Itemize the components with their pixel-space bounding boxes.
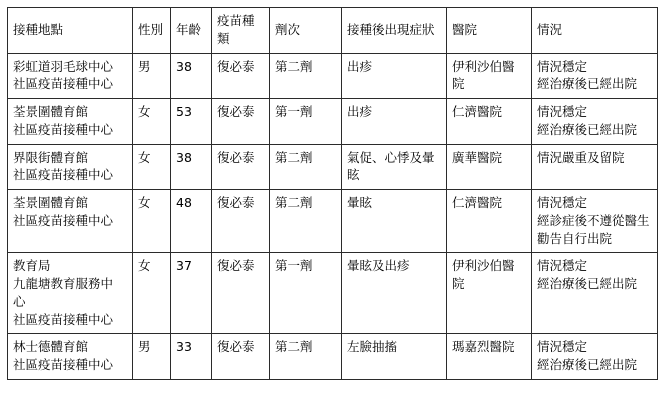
header-text: 年齡 [176, 21, 202, 37]
cell-dose [270, 190, 342, 253]
cell-status-line: 情況穩定 [537, 339, 588, 355]
cell-symptom [342, 334, 447, 380]
table-row [8, 99, 658, 145]
cell-dose-line: 第二劑 [275, 195, 313, 210]
column-header-age [171, 8, 212, 54]
table-row [8, 334, 658, 380]
cell-sex-line: 女 [138, 149, 151, 165]
cell-vaccine-type [212, 190, 270, 253]
cell-status-line: 經治療後已經出院 [537, 121, 638, 137]
cell-place-line: 社區疫苗接種中心 [13, 311, 114, 327]
table-row [8, 53, 658, 99]
header-text: 接種地點 [13, 21, 64, 37]
table-body [8, 53, 658, 379]
cell-status-line: 經治療後已經出院 [537, 276, 638, 291]
cell-dose [270, 53, 342, 99]
cell-age [171, 99, 212, 145]
cell-symptom-line: 暈眩及出疹 [347, 258, 410, 274]
cell-dose-line: 第二劑 [275, 58, 313, 74]
header-text: 劑次 [275, 21, 301, 37]
cell-hospital-line: 仁濟醫院 [452, 104, 503, 119]
cell-symptom [342, 190, 447, 253]
cell-place [8, 99, 133, 145]
header-text: 接種後出現症狀 [347, 21, 435, 37]
cell-age [171, 190, 212, 253]
cell-sex-line: 女 [138, 258, 151, 274]
header-text: 性別 [138, 21, 164, 37]
cell-symptom-line: 出疹 [347, 58, 373, 74]
cell-age-line: 48 [176, 195, 192, 210]
cell-vaccine-type-line: 復必泰 [217, 195, 255, 210]
cell-sex [133, 334, 171, 380]
table-header [8, 8, 658, 54]
column-header-dose [270, 8, 342, 54]
cell-age [171, 144, 212, 190]
cell-dose-line: 第一劑 [275, 104, 313, 119]
cell-hospital [447, 190, 532, 253]
cell-age [171, 334, 212, 380]
cell-hospital-line: 伊利沙伯醫院 [452, 258, 515, 291]
cell-place-line: 荃景圍體育館 [13, 195, 89, 210]
cell-vaccine-type-line: 復必泰 [217, 339, 255, 355]
cell-status-line: 經治療後已經出院 [537, 76, 638, 92]
column-header-hospital [447, 8, 532, 54]
cell-status [532, 253, 658, 334]
cell-place-line: 林士德體育館 [13, 339, 89, 355]
cell-place-line: 教育局 [13, 258, 51, 274]
cell-place [8, 334, 133, 380]
header-row [8, 8, 658, 54]
cell-vaccine-type [212, 99, 270, 145]
cell-status [532, 190, 658, 253]
cell-symptom-line: 出疹 [347, 104, 373, 119]
column-header-symptom [342, 8, 447, 54]
column-header-sex [133, 8, 171, 54]
column-header-vaccine-type [212, 8, 270, 54]
cell-symptom [342, 144, 447, 190]
cell-age-line: 53 [176, 104, 192, 119]
cell-status-line: 情況穩定 [537, 258, 588, 274]
cell-hospital [447, 99, 532, 145]
cell-vaccine-type [212, 144, 270, 190]
table-row [8, 144, 658, 190]
cell-sex-line: 女 [138, 195, 151, 210]
cell-vaccine-type-line: 復必泰 [217, 258, 255, 274]
cell-hospital-line: 廣華醫院 [452, 149, 503, 165]
cell-dose [270, 334, 342, 380]
cell-symptom [342, 53, 447, 99]
cell-vaccine-type-line: 復必泰 [217, 58, 255, 74]
cell-hospital [447, 144, 532, 190]
cell-place [8, 53, 133, 99]
cell-symptom-line: 暈眩 [347, 195, 373, 210]
cell-status-line: 情況穩定 [537, 58, 588, 74]
cell-age-line: 38 [176, 58, 192, 74]
cell-place-line: 界限街體育館 [13, 149, 89, 165]
cell-symptom-line: 氣促、心悸及暈 [347, 149, 435, 165]
cell-sex-line: 女 [138, 104, 151, 119]
cell-hospital-line: 伊利沙伯醫院 [452, 58, 515, 92]
cell-status [532, 99, 658, 145]
cell-status-line: 情況嚴重及留院 [537, 149, 625, 165]
cell-hospital-line: 瑪嘉烈醫院 [452, 339, 515, 355]
cell-place-line: 九龍塘教育服務中 [13, 276, 114, 291]
table-row [8, 253, 658, 334]
cell-sex [133, 144, 171, 190]
cell-symptom [342, 253, 447, 334]
cell-place-line: 社區疫苗接種中心 [13, 212, 114, 228]
cell-dose-line: 第一劑 [275, 258, 313, 274]
cell-sex [133, 190, 171, 253]
cell-place-line: 社區疫苗接種中心 [13, 167, 114, 183]
cell-age [171, 53, 212, 99]
cell-sex-line: 男 [138, 339, 151, 355]
cell-status-line: 勸告自行出院 [537, 230, 613, 246]
cell-status-line: 經治療後已經出院 [537, 357, 638, 372]
cell-dose-line: 第二劑 [275, 149, 313, 165]
header-text: 疫苗種類 [217, 13, 255, 46]
cell-place-line: 社區疫苗接種中心 [13, 357, 114, 372]
cell-sex [133, 99, 171, 145]
cell-status [532, 53, 658, 99]
cell-place-line: 社區疫苗接種中心 [13, 121, 114, 137]
cell-vaccine-type [212, 334, 270, 380]
cell-place-line: 社區疫苗接種中心 [13, 76, 114, 92]
cell-place [8, 253, 133, 334]
column-header-status [532, 8, 658, 54]
cell-vaccine-type-line: 復必泰 [217, 104, 255, 119]
column-header-place [8, 8, 133, 54]
cell-dose [270, 253, 342, 334]
cell-place-line: 心 [13, 293, 26, 309]
cell-vaccine-type [212, 253, 270, 334]
cell-status-line: 經診症後不遵從醫生 [537, 212, 650, 228]
cell-symptom-line: 左臉抽搐 [347, 339, 398, 355]
cell-hospital [447, 53, 532, 99]
cell-sex [133, 53, 171, 99]
cell-status [532, 334, 658, 380]
cell-symptom-line: 眩 [347, 167, 360, 183]
header-text: 情況 [537, 21, 563, 37]
cell-age-line: 38 [176, 149, 192, 165]
cell-symptom [342, 99, 447, 145]
cell-status-line: 情況穩定 [537, 195, 588, 210]
table-row [8, 190, 658, 253]
cell-vaccine-type-line: 復必泰 [217, 149, 255, 165]
cell-age-line: 37 [176, 258, 192, 274]
cell-status-line: 情況穩定 [537, 104, 588, 119]
cell-place [8, 190, 133, 253]
cell-hospital [447, 334, 532, 380]
cell-dose [270, 144, 342, 190]
header-text: 醫院 [452, 21, 478, 37]
vaccine-incident-table [7, 7, 658, 380]
cell-age-line: 33 [176, 339, 192, 355]
cell-hospital-line: 仁濟醫院 [452, 195, 503, 210]
cell-place [8, 144, 133, 190]
cell-place-line: 彩虹道羽毛球中心 [13, 58, 114, 74]
cell-dose [270, 99, 342, 145]
cell-age [171, 253, 212, 334]
cell-vaccine-type [212, 53, 270, 99]
cell-place-line: 荃景圍體育館 [13, 104, 89, 119]
cell-dose-line: 第二劑 [275, 339, 313, 355]
cell-sex [133, 253, 171, 334]
cell-status [532, 144, 658, 190]
cell-hospital [447, 253, 532, 334]
cell-sex-line: 男 [138, 58, 151, 74]
